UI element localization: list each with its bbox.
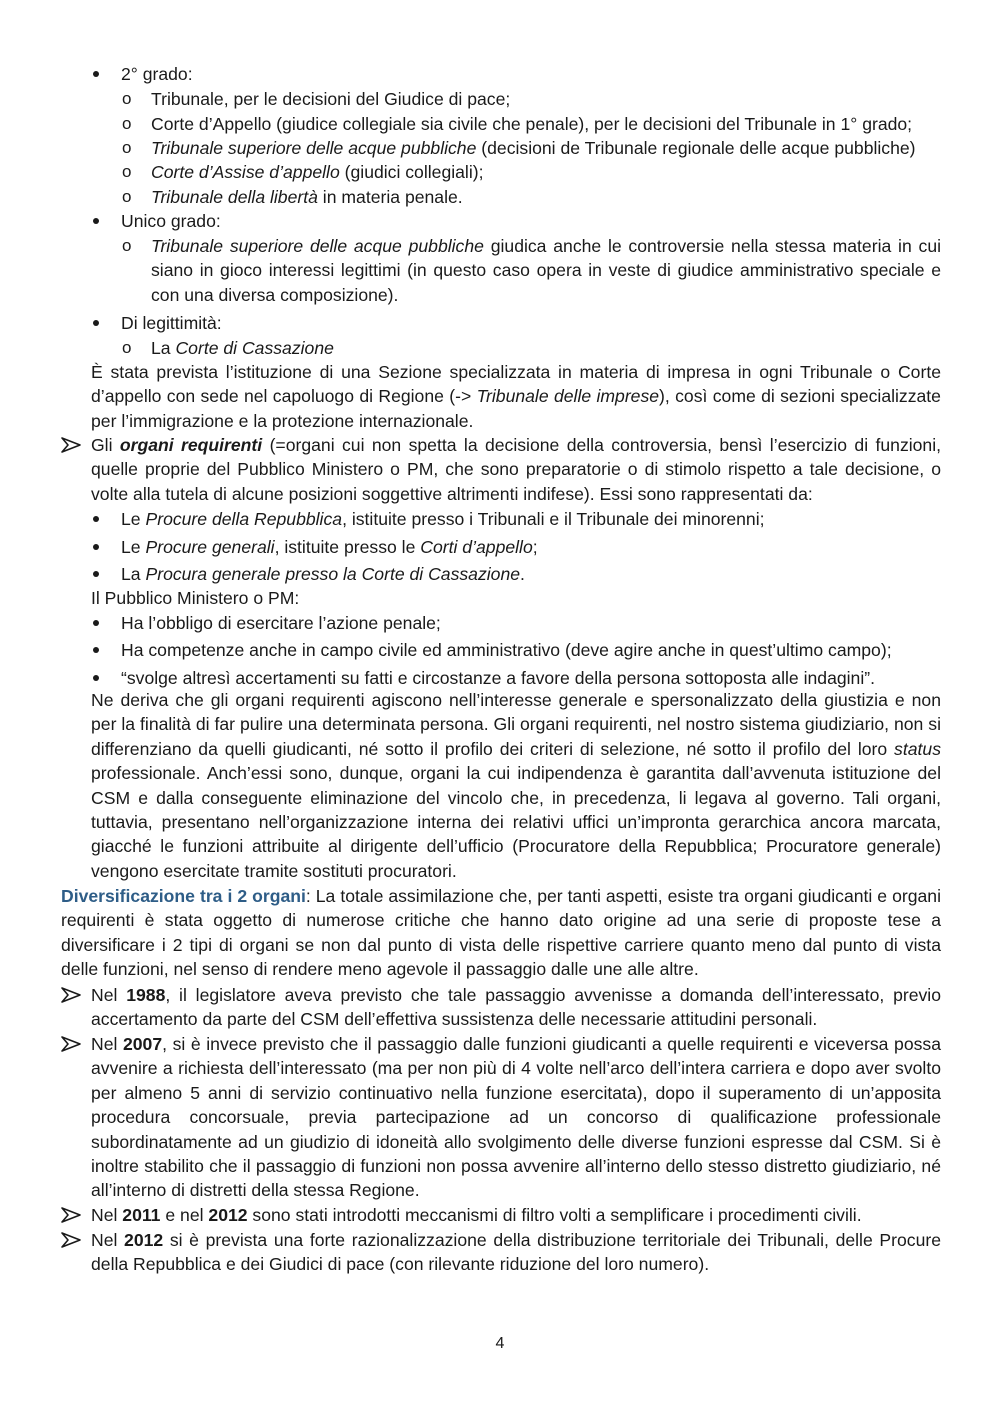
- grado2-item: Corte d’Appello (giudice collegiale sia civile che penale), per le decisioni del Tribunale in 1° grado;: [151, 114, 913, 134]
- legittimita-label: Di legittimità:: [121, 313, 222, 333]
- arrow-bullet-icon: [61, 987, 81, 1003]
- history-item: Nel 2011 e nel 2012 sono stati introdotti meccanismi di filtro volti a semplificare i procedimenti civili.: [91, 1205, 862, 1225]
- grado2-item: Corte d’Assise d’appello (giudici collegiali);: [151, 162, 484, 182]
- pm-item: “svolge altresì accertamenti su fatti e circostanze a favore della persona sottoposta alle indagini”.: [121, 668, 875, 688]
- circle-bullet: o: [122, 138, 132, 157]
- bullet-dot: [93, 675, 99, 681]
- diversificazione-paragraph: Diversificazione tra i 2 organi: La totale assimilazione che, per tanti aspetti, esiste tra organi giudicanti e organi requirenti è stata oggetto di numerose critiche che hanno dato origine ad una serie di proposte tese a diversificare i 2 tipi di organi se non dal punto di vista delle rispettive carriere quanto meno dal punto di vista delle funzioni, nel senso di rendere meno agevole il passaggio dalle une alle altre.: [61, 886, 941, 980]
- bullet-dot: [93, 320, 99, 326]
- requirenti-conclusion: Ne deriva che gli organi requirenti agiscono nell’interesse generale e spersonalizzato della giustizia e non per la finalità di far pulire una determinata persona. Gli organi requirenti, nel nostro sistema giudiziario, non si differenziano da quelli giudicanti, né sotto il profilo dei criteri di selezione, né sotto il profilo del loro status professionale. Anch’essi sono, dunque, organi la cui indipendenza è garantita dall’avvenuta istituzione del CSM e dalla conseguente eliminazione del vincolo che, in precedenza, li legava al governo. Tali organi, tuttavia, presentano nell’organizzazione interna dei relativi uffici un’impronta gerarchica ancora marcata, giacché le funzioni attribuite al dirigente dell’ufficio (Procuratore della Repubblica; Procuratore generale) vengono esercitate tramite sostituti procuratori.: [91, 690, 941, 881]
- history-item: Nel 2007, si è invece previsto che il passaggio dalle funzioni giudicanti a quelle requirenti e viceversa possa avvenire a richiesta dell’interessato (ma per non più di 4 volte nell’arco dell’intera carriera e dopo aver svolto per almeno 5 anni di servizio continuativo nella funzione esercitata), dopo il superamento di un’apposita procedura concorsuale, previa partecipazione ad un concorso di qualificazione professionale subordinatamente ad un giudizio di idoneità allo svolgimento delle diverse funzioni espresse dal CSM. Si è inoltre stabilito che il passaggio di funzioni non possa avvenire all’interno dello stesso distretto giudiziario, né all’interno di distretti della stessa Regione.: [91, 1034, 941, 1201]
- circle-bullet: o: [122, 187, 132, 206]
- circle-bullet: o: [122, 338, 132, 357]
- grado2-item: Tribunale della libertà in materia penale.: [151, 187, 463, 207]
- pm-item: Ha competenze anche in campo civile ed amministrativo (deve agire anche in quest’ultimo campo);: [121, 640, 892, 660]
- bullet-dot: [93, 571, 99, 577]
- circle-bullet: o: [122, 89, 132, 108]
- page-number: 4: [495, 1335, 505, 1352]
- history-item: Nel 2012 si è prevista una forte razionalizzazione della distribuzione territoriale dei Tribunali, delle Procure della Repubblica e dei Giudici di pace (con rilevante riduzione del loro numero).: [91, 1230, 941, 1275]
- arrow-bullet-icon: [61, 1036, 81, 1052]
- circle-bullet: o: [122, 162, 132, 181]
- grado2-item: Tribunale superiore delle acque pubbliche (decisioni de Tribunale regionale delle acque pubbliche): [151, 138, 916, 158]
- circle-bullet: o: [122, 114, 132, 133]
- arrow-bullet-icon: [61, 1232, 81, 1248]
- bullet-dot: [93, 647, 99, 653]
- bullet-dot: [93, 620, 99, 626]
- pm-label: Il Pubblico Ministero o PM:: [91, 588, 300, 608]
- sezione-paragraph: È stata prevista l’istituzione di una Sezione specializzata in materia di impresa in ogni Tribunale o Corte d’appello con sede nel capoluogo di Regione (-> Tribunale delle imprese), così come di sezioni specializzate per l’immigrazione e la protezione internazionale.: [91, 362, 941, 431]
- grado2-label: 2° grado:: [121, 64, 193, 84]
- grado2-item: Tribunale, per le decisioni del Giudice di pace;: [151, 89, 511, 109]
- section-heading: Diversificazione tra i 2 organi: [61, 886, 306, 906]
- arrow-bullet-icon: [61, 437, 81, 453]
- procura-item: Le Procure della Repubblica, istituite presso i Tribunali e il Tribunale dei minorenni;: [121, 509, 765, 529]
- history-item: Nel 1988, il legislatore aveva previsto che tale passaggio avvenisse a domanda dell’interessato, previo accertamento da parte del CSM dell’effettiva sussistenza delle necessarie attitudini personali.: [91, 985, 941, 1030]
- arrow-bullet-icon: [61, 1207, 81, 1223]
- circle-bullet: o: [122, 236, 132, 255]
- pm-item: Ha l’obbligo di esercitare l’azione penale;: [121, 613, 441, 633]
- procura-item: La Procura generale presso la Corte di Cassazione.: [121, 564, 525, 584]
- requirenti-paragraph: Gli organi requirenti (=organi cui non spetta la decisione della controversia, bensì l’esercizio di funzioni, quelle proprie del Pubblico Ministero o PM, che sono preparatorie o di stimolo rispetto a tale decisione, o volte alla tutela di alcune posizioni soggettive altrimenti indifese). Essi sono rappresentati da:: [91, 435, 942, 504]
- bullet-dot: [93, 218, 99, 224]
- bullet-dot: [93, 544, 99, 550]
- unico-text: Tribunale superiore delle acque pubbliche giudica anche le controversie nella stessa materia in cui siano in gioco interessi legittimi (in questo caso opera in veste di giudice amministrativo speciale e con una diversa composizione).: [151, 236, 942, 305]
- legittimita-item: La Corte di Cassazione: [151, 338, 334, 358]
- unico-label: Unico grado:: [121, 211, 221, 231]
- procura-item: Le Procure generali, istituite presso le Corti d’appello;: [121, 537, 538, 557]
- bullet-dot: [93, 71, 99, 77]
- bullet-dot: [93, 516, 99, 522]
